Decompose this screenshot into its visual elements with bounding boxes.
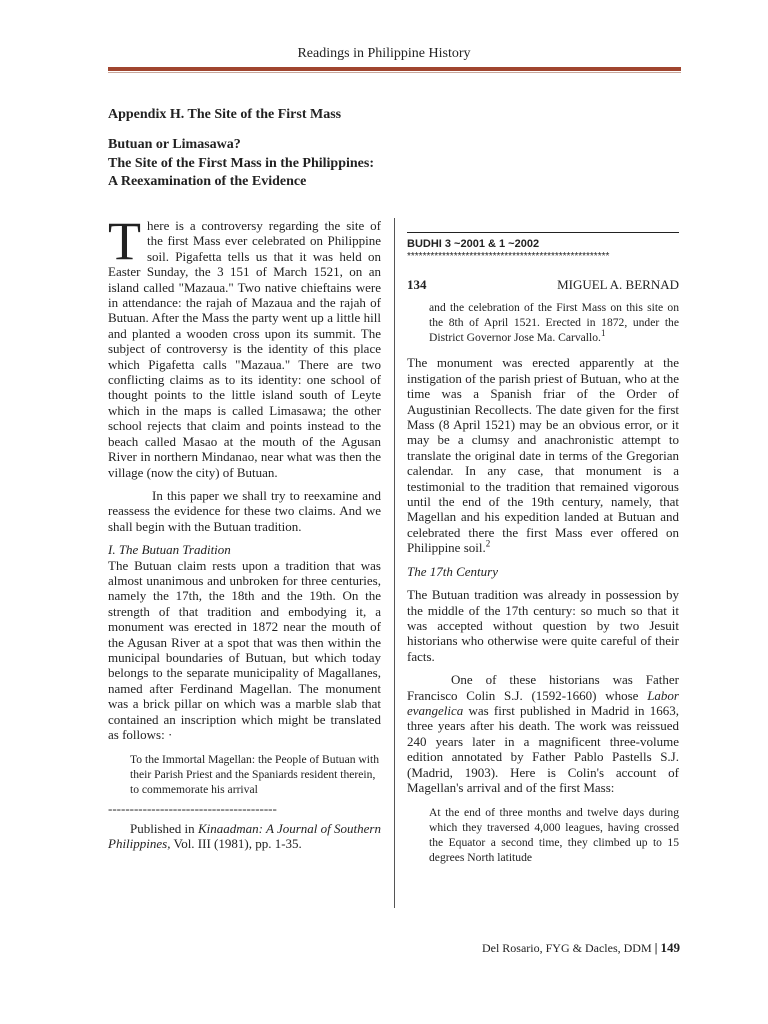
- pub-suffix: Vol. III (1981), pp. 1-35.: [170, 836, 302, 852]
- column-divider: [394, 218, 395, 908]
- journal-citation: BUDHI 3 ~2001 & 1 ~2002: [407, 232, 679, 251]
- book-title: Labor evangelica: [407, 687, 679, 718]
- inscription-quote: To the Immortal Magellan: the People of Butuan with their Parish Priest and the Spaniards resident therein, to commemorate his arrival: [130, 753, 380, 797]
- page-footer: [482, 940, 680, 956]
- header-rule-thin: [108, 72, 681, 73]
- paragraph: The Butuan claim rests upon a tradition that was almost unanimous and unbroken for three centuries, namely the 17th, the 18th and the 19th. On the strength of that tradition and embodying it, a monument was erected in 1872 near the mouth of the Agusan River at a spot that was then within the municipal boundaries of Butuan, but which today belongs to the separate municipality of Magallanes, named after Ferdinand Magellan. The monument was a brick pillar on which was a marble slab that contained an inscription which might be translated as follows: ·: [108, 557, 381, 742]
- source-author: MIGUEL A. BERNAD: [557, 277, 679, 292]
- journal-title: Kinaadman: A Journal of Southern Philippines,: [108, 820, 381, 852]
- footnote-rule: ---------------------------------------: [108, 801, 277, 817]
- paragraph-text: The monument was erected apparently at the instigation of the parish priest of Butuan, who at the time was a Spanish friar of the Order of Augustinian Recollects. The date given for the first Mass (8 April 1521) may be an obvious error, or it may be a clumsy and anachronistic attempt to translate the original date in terms of the Gregorian calendar. In any case, that monument is a testimonial to the tradition that remained vigorous until the end of the 19th century, namely, that Magellan and his expedition landed at Butuan and celebrated there the first Mass ever offered on Philippine soil.: [407, 355, 679, 556]
- page-author-line: [407, 277, 679, 292]
- title-line-1: Butuan or Limasawa?: [108, 137, 241, 152]
- star-rule: ****************************************************: [407, 251, 610, 262]
- right-column: [407, 218, 679, 865]
- paragraph-text: was first published in Madrid in 1663, three years after his death. The work was reissued 240 years later in a magnificent three-volume edition annotated by Father Pablo Pastells S.J. (Madrid, 1903). Here is Colin's account of Magellan's arrival and of the first Mass:: [407, 702, 679, 795]
- title-line-3: A Reexamination of the Evidence: [108, 174, 307, 190]
- running-head: Readings in Philippine History: [297, 46, 471, 61]
- intro-paragraph: [108, 211, 381, 480]
- footer-authors: Del Rosario, FYG & Dacles, DDM: [481, 941, 652, 955]
- inscription-quote-continued: [429, 300, 679, 345]
- title-line-2: The Site of the First Mass in the Philippines:: [108, 155, 375, 171]
- paragraph-text: One of these historians was Father Francisco Colin S.J. (1592-1660) whose: [407, 672, 679, 703]
- left-column: [108, 211, 381, 852]
- paragraph: [407, 672, 679, 795]
- pub-prefix: Published in: [130, 820, 198, 836]
- section-heading: The 17th Century: [407, 563, 498, 579]
- footer-separator: |: [654, 940, 658, 955]
- appendix-heading: Appendix H. The Site of the First Mass: [108, 107, 342, 122]
- page-number: 149: [660, 940, 680, 955]
- source-page-number: 134: [407, 277, 427, 292]
- drop-cap: T: [108, 211, 141, 271]
- article-title: [108, 136, 374, 192]
- footnote-ref: 2: [485, 538, 491, 549]
- quote-text: and the celebration of the First Mass on this site on the 8th of April 1521. Erected in 1872, under the District Governor Jose Ma. Carvallo.: [429, 301, 679, 345]
- colin-quote: At the end of three months and twelve days during which they traversed 4,000 leagues, having crossed the Equator a second time, they climbed up to 15 degrees North latitude: [429, 806, 679, 865]
- publication-note: [108, 821, 381, 852]
- paragraph: [407, 355, 679, 555]
- paragraph: The Butuan tradition was already in possession by the middle of the 17th century: so much so that it was accepted without question by two Jesuit historians who otherwise were quite careful of their facts.: [407, 587, 679, 664]
- paragraph: In this paper we shall try to reexamine and reassess the evidence for these two claims. And we shall begin with the Butuan tradition.: [108, 487, 381, 534]
- header-rule: [108, 67, 681, 71]
- intro-text: here is a controversy regarding the site of the first Mass ever celebrated on Philippine soil. Pigafetta tells us that it was held on Easter Sunday, the 3 151 of March 1521, on an island called "Mazaua." Two native chieftains were in attendance: the rajah of Mazaua and the rajah of Butuan. After the Mass the party went up a little hill and planted a wooden cross upon its summit. The subject of controversy is the identity of this place which Pigafetta calls "Mazaua." There are two conflicting claims as to its identity: one school of thought points to the little island south of Leyte which in the maps is called Limasawa; the other school rejects that claim and points instead to the beach called Masao at the mouth of the Agusan River in northern Mindanao, near what was then the village (now the city) of Butuan.: [108, 218, 381, 480]
- section-heading: I. The Butuan Tradition: [108, 542, 231, 558]
- footnote-ref: 1: [600, 328, 606, 339]
